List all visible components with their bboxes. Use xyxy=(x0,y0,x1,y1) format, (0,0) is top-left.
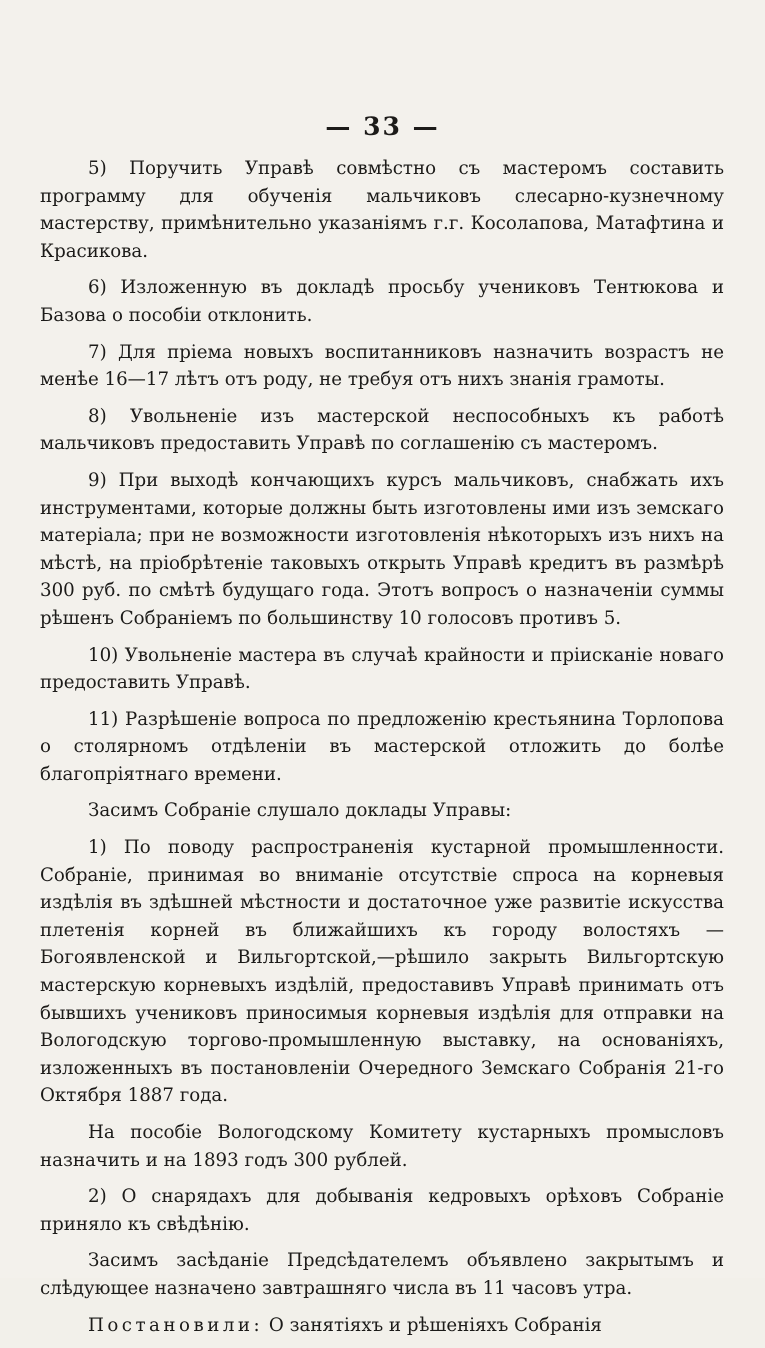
paragraph: 8) Увольненіе изъ мастерской неспособныхъ къ работѣ мальчиковъ предоставить Управѣ по соглашенію съ мастеромъ. xyxy=(40,405,724,455)
paragraph: Засимъ засѣданіе Предсѣдателемъ объявлено закрытымъ и слѣдующее назначено завтрашняго числа въ 11 часовъ утра. xyxy=(40,1250,724,1299)
paragraph: На пособіе Вологодскому Комитету кустарныхъ промысловъ назначить и на 1893 годъ 300 рублей. xyxy=(40,1122,724,1171)
body-text xyxy=(40,155,724,1348)
closing-paragraph xyxy=(40,1312,724,1340)
closing-rest: О занятіяхъ и рѣшеніяхъ Собранія xyxy=(263,1314,602,1336)
paragraph: 2) О снарядахъ для добыванія кедровыхъ орѣховъ Собраніе приняло къ свѣдѣнію. xyxy=(40,1186,724,1235)
paragraph: 9) При выходѣ кончающихъ курсъ мальчиковъ, снабжать ихъ инструментами, которые должны быть изготовлены ими изъ земскаго матеріала; при не возможности изготовленія нѣкоторыхъ изъ нихъ на мѣстѣ, на пріобрѣтеніе таковыхъ открыть Управѣ кредитъ въ размѣрѣ 300 руб. по смѣтѣ будущаго года. Этотъ вопросъ о назначеніи суммы рѣшенъ Собраніемъ по большинству 10 голосовъ противъ 5. xyxy=(40,469,724,629)
paragraph: 10) Увольненіе мастера въ случаѣ крайности и пріисканіе новаго предоставить Управѣ. xyxy=(40,644,724,694)
closing-spaced-word: Постановили: xyxy=(88,1314,264,1336)
paragraph: 7) Для пріема новыхъ воспитанниковъ назначить возрастъ не менѣе 16—17 лѣтъ отъ роду, не требуя отъ нихъ знанія грамоты. xyxy=(40,341,724,391)
page-number: — 33 — xyxy=(325,112,440,141)
paragraph: 1) По поводу распространенія кустарной промышленности. Собраніе, принимая во вниманіе отсутствіе спроса на корневыя издѣлія въ здѣшней мѣстности и достаточное уже развитіе искусства плетенія корней въ ближайшихъ къ городу волостяхъ — Богоявленской и Вильгортской,—рѣшило закрыть Вильгортскую мастерскую корневыхъ издѣлій, предоставивъ Управѣ принимать отъ бывшихъ учениковъ приносимыя корневыя издѣлія для отправки на Вологодскую торгово-промышленную выставку, на основаніяхъ, изложенныхъ въ постановленіи Очередного Земскаго Собранія 21-го Октября 1887 года. xyxy=(40,837,724,1107)
paragraph: 11) Разрѣшеніе вопроса по предложенію крестьянина Торлопова о столярномъ отдѣленіи въ мастерской отложить до болѣе благопріятнаго времени. xyxy=(40,708,724,785)
paragraph: 5) Поручить Управѣ совмѣстно съ мастеромъ составить программу для обученія мальчиковъ слесарно-кузнечному мастерству, примѣнительно указаніямъ г.г. Косолапова, Матафтина и Красикова. xyxy=(40,158,724,262)
paragraph: Засимъ Собраніе слушало доклады Управы: xyxy=(88,800,512,822)
paragraph: 6) Изложенную въ докладѣ просьбу учениковъ Тентюкова и Базова о пособіи отклонить. xyxy=(40,277,724,326)
